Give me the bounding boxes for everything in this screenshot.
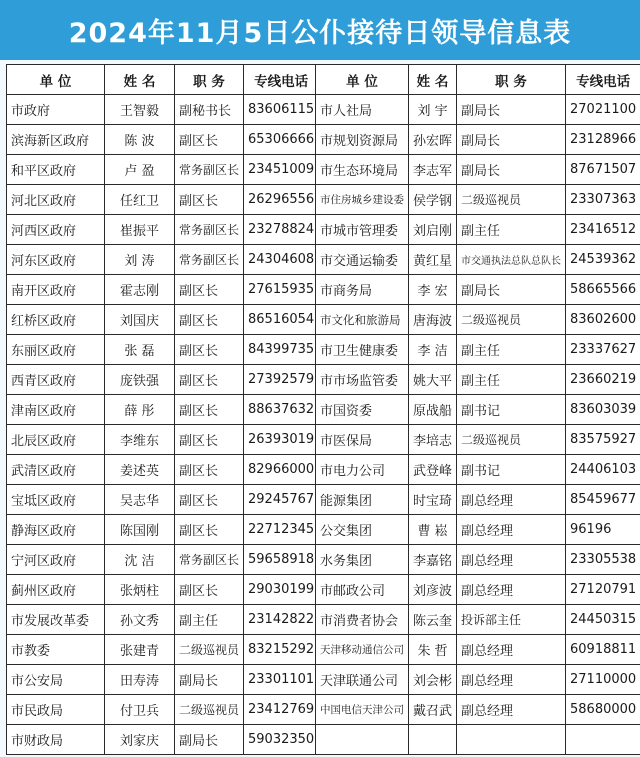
table-row (7, 365, 319, 395)
table-row (316, 95, 640, 125)
table-row (7, 215, 319, 245)
name-cell: 张 磊 (105, 335, 175, 365)
name-cell: 张炳柱 (105, 575, 175, 605)
phone-cell: 83575927 (566, 425, 640, 455)
phone-cell: 23128966 (566, 125, 640, 155)
name-cell: 田寿涛 (105, 665, 175, 695)
table-row (7, 395, 319, 425)
unit-cell: 武清区政府 (7, 455, 105, 485)
name-cell: 李 宏 (409, 275, 457, 305)
name-cell: 吴志华 (105, 485, 175, 515)
header-phone: 专线电话 (244, 65, 319, 95)
phone-cell: 27392579 (244, 365, 319, 395)
phone-cell: 24539362 (566, 245, 640, 275)
phone-cell: 23305538 (566, 545, 640, 575)
name-cell: 原战船 (409, 395, 457, 425)
unit-cell: 河北区政府 (7, 185, 105, 215)
position-cell: 副总经理 (457, 695, 566, 725)
phone-cell: 59032350 (244, 725, 319, 755)
phone-cell: 85459677 (566, 485, 640, 515)
position-cell: 二级巡视员 (175, 695, 244, 725)
position-cell (457, 725, 566, 755)
unit-cell: 蓟州区政府 (7, 575, 105, 605)
position-cell: 常务副区长 (175, 545, 244, 575)
header-position: 职 务 (457, 65, 566, 95)
name-cell: 任红卫 (105, 185, 175, 215)
table-row (316, 245, 640, 275)
unit-cell: 津南区政府 (7, 395, 105, 425)
name-cell: 时宝琦 (409, 485, 457, 515)
table-row (7, 665, 319, 695)
unit-cell: 公交集团 (316, 515, 409, 545)
name-cell: 刘彦波 (409, 575, 457, 605)
phone-cell: 59658918 (244, 545, 319, 575)
name-cell (409, 725, 457, 755)
unit-cell: 市国资委 (316, 395, 409, 425)
table-row (316, 155, 640, 185)
position-cell: 常务副区长 (175, 245, 244, 275)
phone-cell: 27615935 (244, 275, 319, 305)
table-row (316, 455, 640, 485)
name-cell: 王智毅 (105, 95, 175, 125)
phone-cell: 29245767 (244, 485, 319, 515)
name-cell: 侯学钢 (409, 185, 457, 215)
unit-cell: 能源集团 (316, 485, 409, 515)
name-cell: 刘启刚 (409, 215, 457, 245)
table-row (7, 305, 319, 335)
phone-cell: 27021100 (566, 95, 640, 125)
header-name: 姓 名 (105, 65, 175, 95)
position-cell: 副主任 (457, 365, 566, 395)
page-title: 2024年11月5日公仆接待日领导信息表 (68, 17, 572, 49)
phone-cell: 83602600 (566, 305, 640, 335)
empty-row (316, 725, 640, 755)
unit-cell: 市电力公司 (316, 455, 409, 485)
phone-cell: 26296556 (244, 185, 319, 215)
unit-cell: 宁河区政府 (7, 545, 105, 575)
position-cell: 副区长 (175, 305, 244, 335)
table-row (7, 275, 319, 305)
unit-cell: 市商务局 (316, 275, 409, 305)
unit-cell: 北辰区政府 (7, 425, 105, 455)
phone-cell: 65306666 (244, 125, 319, 155)
unit-cell: 静海区政府 (7, 515, 105, 545)
name-cell: 陈云奎 (409, 605, 457, 635)
table-row (316, 395, 640, 425)
unit-cell: 红桥区政府 (7, 305, 105, 335)
name-cell: 刘 涛 (105, 245, 175, 275)
name-cell: 刘 宇 (409, 95, 457, 125)
name-cell: 付卫兵 (105, 695, 175, 725)
unit-cell: 滨海新区政府 (7, 125, 105, 155)
phone-cell: 23301101 (244, 665, 319, 695)
unit-cell: 市政府 (7, 95, 105, 125)
name-cell: 卢 盈 (105, 155, 175, 185)
header-position: 职 务 (175, 65, 244, 95)
phone-cell: 83603039 (566, 395, 640, 425)
position-cell: 副书记 (457, 455, 566, 485)
name-cell: 孙宏晖 (409, 125, 457, 155)
right-table-body (316, 95, 640, 755)
table-row (316, 635, 640, 665)
left-table (6, 64, 319, 755)
unit-cell: 南开区政府 (7, 275, 105, 305)
position-cell: 副主任 (175, 605, 244, 635)
table-row (7, 335, 319, 365)
unit-cell: 市生态环境局 (316, 155, 409, 185)
position-cell: 副局长 (457, 275, 566, 305)
position-cell: 副总经理 (457, 635, 566, 665)
phone-cell: 86516054 (244, 305, 319, 335)
position-cell: 副局长 (457, 155, 566, 185)
table-row (316, 305, 640, 335)
unit-cell: 市人社局 (316, 95, 409, 125)
unit-cell: 市卫生健康委 (316, 335, 409, 365)
position-cell: 二级巡视员 (457, 305, 566, 335)
phone-cell: 23660219 (566, 365, 640, 395)
table-row (7, 95, 319, 125)
position-cell: 副区长 (175, 455, 244, 485)
header-name: 姓 名 (409, 65, 457, 95)
name-cell: 黄红星 (409, 245, 457, 275)
unit-cell: 市住房城乡建设委 (316, 185, 409, 215)
unit-cell: 宝坻区政府 (7, 485, 105, 515)
name-cell: 姜述英 (105, 455, 175, 485)
unit-cell: 市发展改革委 (7, 605, 105, 635)
position-cell: 常务副区长 (175, 155, 244, 185)
unit-cell: 市邮政公司 (316, 575, 409, 605)
phone-cell: 23416512 (566, 215, 640, 245)
table-row (316, 605, 640, 635)
position-cell: 副局长 (175, 725, 244, 755)
name-cell: 庞铁强 (105, 365, 175, 395)
position-cell: 副局长 (457, 125, 566, 155)
name-cell: 沈 洁 (105, 545, 175, 575)
table-row (316, 275, 640, 305)
name-cell: 陈国刚 (105, 515, 175, 545)
table-row (7, 485, 319, 515)
phone-cell: 83606115 (244, 95, 319, 125)
unit-cell: 市消费者协会 (316, 605, 409, 635)
unit-cell: 河东区政府 (7, 245, 105, 275)
table-row (7, 245, 319, 275)
phone-cell: 88637632 (244, 395, 319, 425)
table-row (7, 635, 319, 665)
table-row (316, 125, 640, 155)
name-cell: 陈 波 (105, 125, 175, 155)
phone-cell: 27120791 (566, 575, 640, 605)
name-cell: 朱 哲 (409, 635, 457, 665)
name-cell: 武登峰 (409, 455, 457, 485)
table-row (7, 575, 319, 605)
unit-cell: 天津移动通信公司 (316, 635, 409, 665)
unit-cell: 天津联通公司 (316, 665, 409, 695)
phone-cell: 23278824 (244, 215, 319, 245)
unit-cell: 市城市管理委 (316, 215, 409, 245)
position-cell: 副区长 (175, 275, 244, 305)
position-cell: 副区长 (175, 515, 244, 545)
position-cell: 副局长 (457, 95, 566, 125)
table-row (316, 515, 640, 545)
phone-cell: 23337627 (566, 335, 640, 365)
phone-cell: 60918811 (566, 635, 640, 665)
table-row (7, 515, 319, 545)
phone-cell: 29030199 (244, 575, 319, 605)
table-row (7, 605, 319, 635)
phone-cell: 27110000 (566, 665, 640, 695)
phone-cell: 23412769 (244, 695, 319, 725)
name-cell: 李嘉铭 (409, 545, 457, 575)
position-cell: 副区长 (175, 185, 244, 215)
phone-cell: 87671507 (566, 155, 640, 185)
name-cell: 崔振平 (105, 215, 175, 245)
name-cell: 孙文秀 (105, 605, 175, 635)
table-row (316, 545, 640, 575)
position-cell: 二级巡视员 (175, 635, 244, 665)
name-cell: 曹 崧 (409, 515, 457, 545)
position-cell: 副局长 (175, 665, 244, 695)
table-row (7, 155, 319, 185)
table-row (316, 575, 640, 605)
unit-cell: 市文化和旅游局 (316, 305, 409, 335)
phone-cell: 82966000 (244, 455, 319, 485)
phone-cell: 23142822 (244, 605, 319, 635)
position-cell: 副书记 (457, 395, 566, 425)
phone-cell: 23307363 (566, 185, 640, 215)
table-row (7, 455, 319, 485)
unit-cell: 水务集团 (316, 545, 409, 575)
name-cell: 唐海波 (409, 305, 457, 335)
position-cell: 副区长 (175, 575, 244, 605)
phone-cell: 24406103 (566, 455, 640, 485)
table-row (7, 125, 319, 155)
left-table-body (7, 95, 319, 755)
header-phone: 专线电话 (566, 65, 640, 95)
position-cell: 二级巡视员 (457, 185, 566, 215)
position-cell: 副区长 (175, 395, 244, 425)
title-bar (0, 0, 640, 60)
header-unit: 单 位 (316, 65, 409, 95)
table-row (316, 215, 640, 245)
position-cell: 副秘书长 (175, 95, 244, 125)
phone-cell: 22712345 (244, 515, 319, 545)
position-cell: 市交通执法总队总队长 (457, 245, 566, 275)
table-row (7, 185, 319, 215)
phone-cell: 24304608 (244, 245, 319, 275)
position-cell: 投诉部主任 (457, 605, 566, 635)
unit-cell: 市财政局 (7, 725, 105, 755)
name-cell: 薛 彤 (105, 395, 175, 425)
name-cell: 刘会彬 (409, 665, 457, 695)
position-cell: 副区长 (175, 485, 244, 515)
position-cell: 副总经理 (457, 575, 566, 605)
table-row (316, 695, 640, 725)
name-cell: 李维东 (105, 425, 175, 455)
position-cell: 副总经理 (457, 485, 566, 515)
header-row (316, 65, 640, 95)
phone-cell (566, 725, 640, 755)
unit-cell: 市民政局 (7, 695, 105, 725)
position-cell: 副主任 (457, 215, 566, 245)
position-cell: 副总经理 (457, 545, 566, 575)
phone-cell: 96196 (566, 515, 640, 545)
unit-cell: 东丽区政府 (7, 335, 105, 365)
table-row (316, 665, 640, 695)
unit-cell (316, 725, 409, 755)
name-cell: 张建青 (105, 635, 175, 665)
unit-cell: 市规划资源局 (316, 125, 409, 155)
name-cell: 李 洁 (409, 335, 457, 365)
name-cell: 李培志 (409, 425, 457, 455)
name-cell: 李志军 (409, 155, 457, 185)
unit-cell: 市教委 (7, 635, 105, 665)
right-table (315, 64, 640, 755)
phone-cell: 23451009 (244, 155, 319, 185)
position-cell: 副区长 (175, 365, 244, 395)
position-cell: 副总经理 (457, 515, 566, 545)
phone-cell: 83215292 (244, 635, 319, 665)
position-cell: 常务副区长 (175, 215, 244, 245)
unit-cell: 和平区政府 (7, 155, 105, 185)
position-cell: 副区长 (175, 335, 244, 365)
phone-cell: 26393019 (244, 425, 319, 455)
position-cell: 二级巡视员 (457, 425, 566, 455)
unit-cell: 市交通运输委 (316, 245, 409, 275)
name-cell: 姚大平 (409, 365, 457, 395)
header-unit: 单 位 (7, 65, 105, 95)
table-row (7, 725, 319, 755)
table-row (316, 425, 640, 455)
position-cell: 副区长 (175, 125, 244, 155)
position-cell: 副总经理 (457, 665, 566, 695)
name-cell: 戴召武 (409, 695, 457, 725)
name-cell: 刘家庆 (105, 725, 175, 755)
table-row (316, 185, 640, 215)
phone-cell: 58665566 (566, 275, 640, 305)
unit-cell: 市公安局 (7, 665, 105, 695)
table-row (316, 335, 640, 365)
table-row (316, 365, 640, 395)
phone-cell: 58680000 (566, 695, 640, 725)
phone-cell: 24450315 (566, 605, 640, 635)
table-row (7, 545, 319, 575)
unit-cell: 中国电信天津公司 (316, 695, 409, 725)
table-row (7, 695, 319, 725)
table-row (316, 485, 640, 515)
table-row (7, 425, 319, 455)
position-cell: 副主任 (457, 335, 566, 365)
unit-cell: 河西区政府 (7, 215, 105, 245)
phone-cell: 84399735 (244, 335, 319, 365)
unit-cell: 市市场监管委 (316, 365, 409, 395)
header-row (7, 65, 319, 95)
position-cell: 副区长 (175, 425, 244, 455)
unit-cell: 西青区政府 (7, 365, 105, 395)
name-cell: 刘国庆 (105, 305, 175, 335)
name-cell: 霍志刚 (105, 275, 175, 305)
unit-cell: 市医保局 (316, 425, 409, 455)
